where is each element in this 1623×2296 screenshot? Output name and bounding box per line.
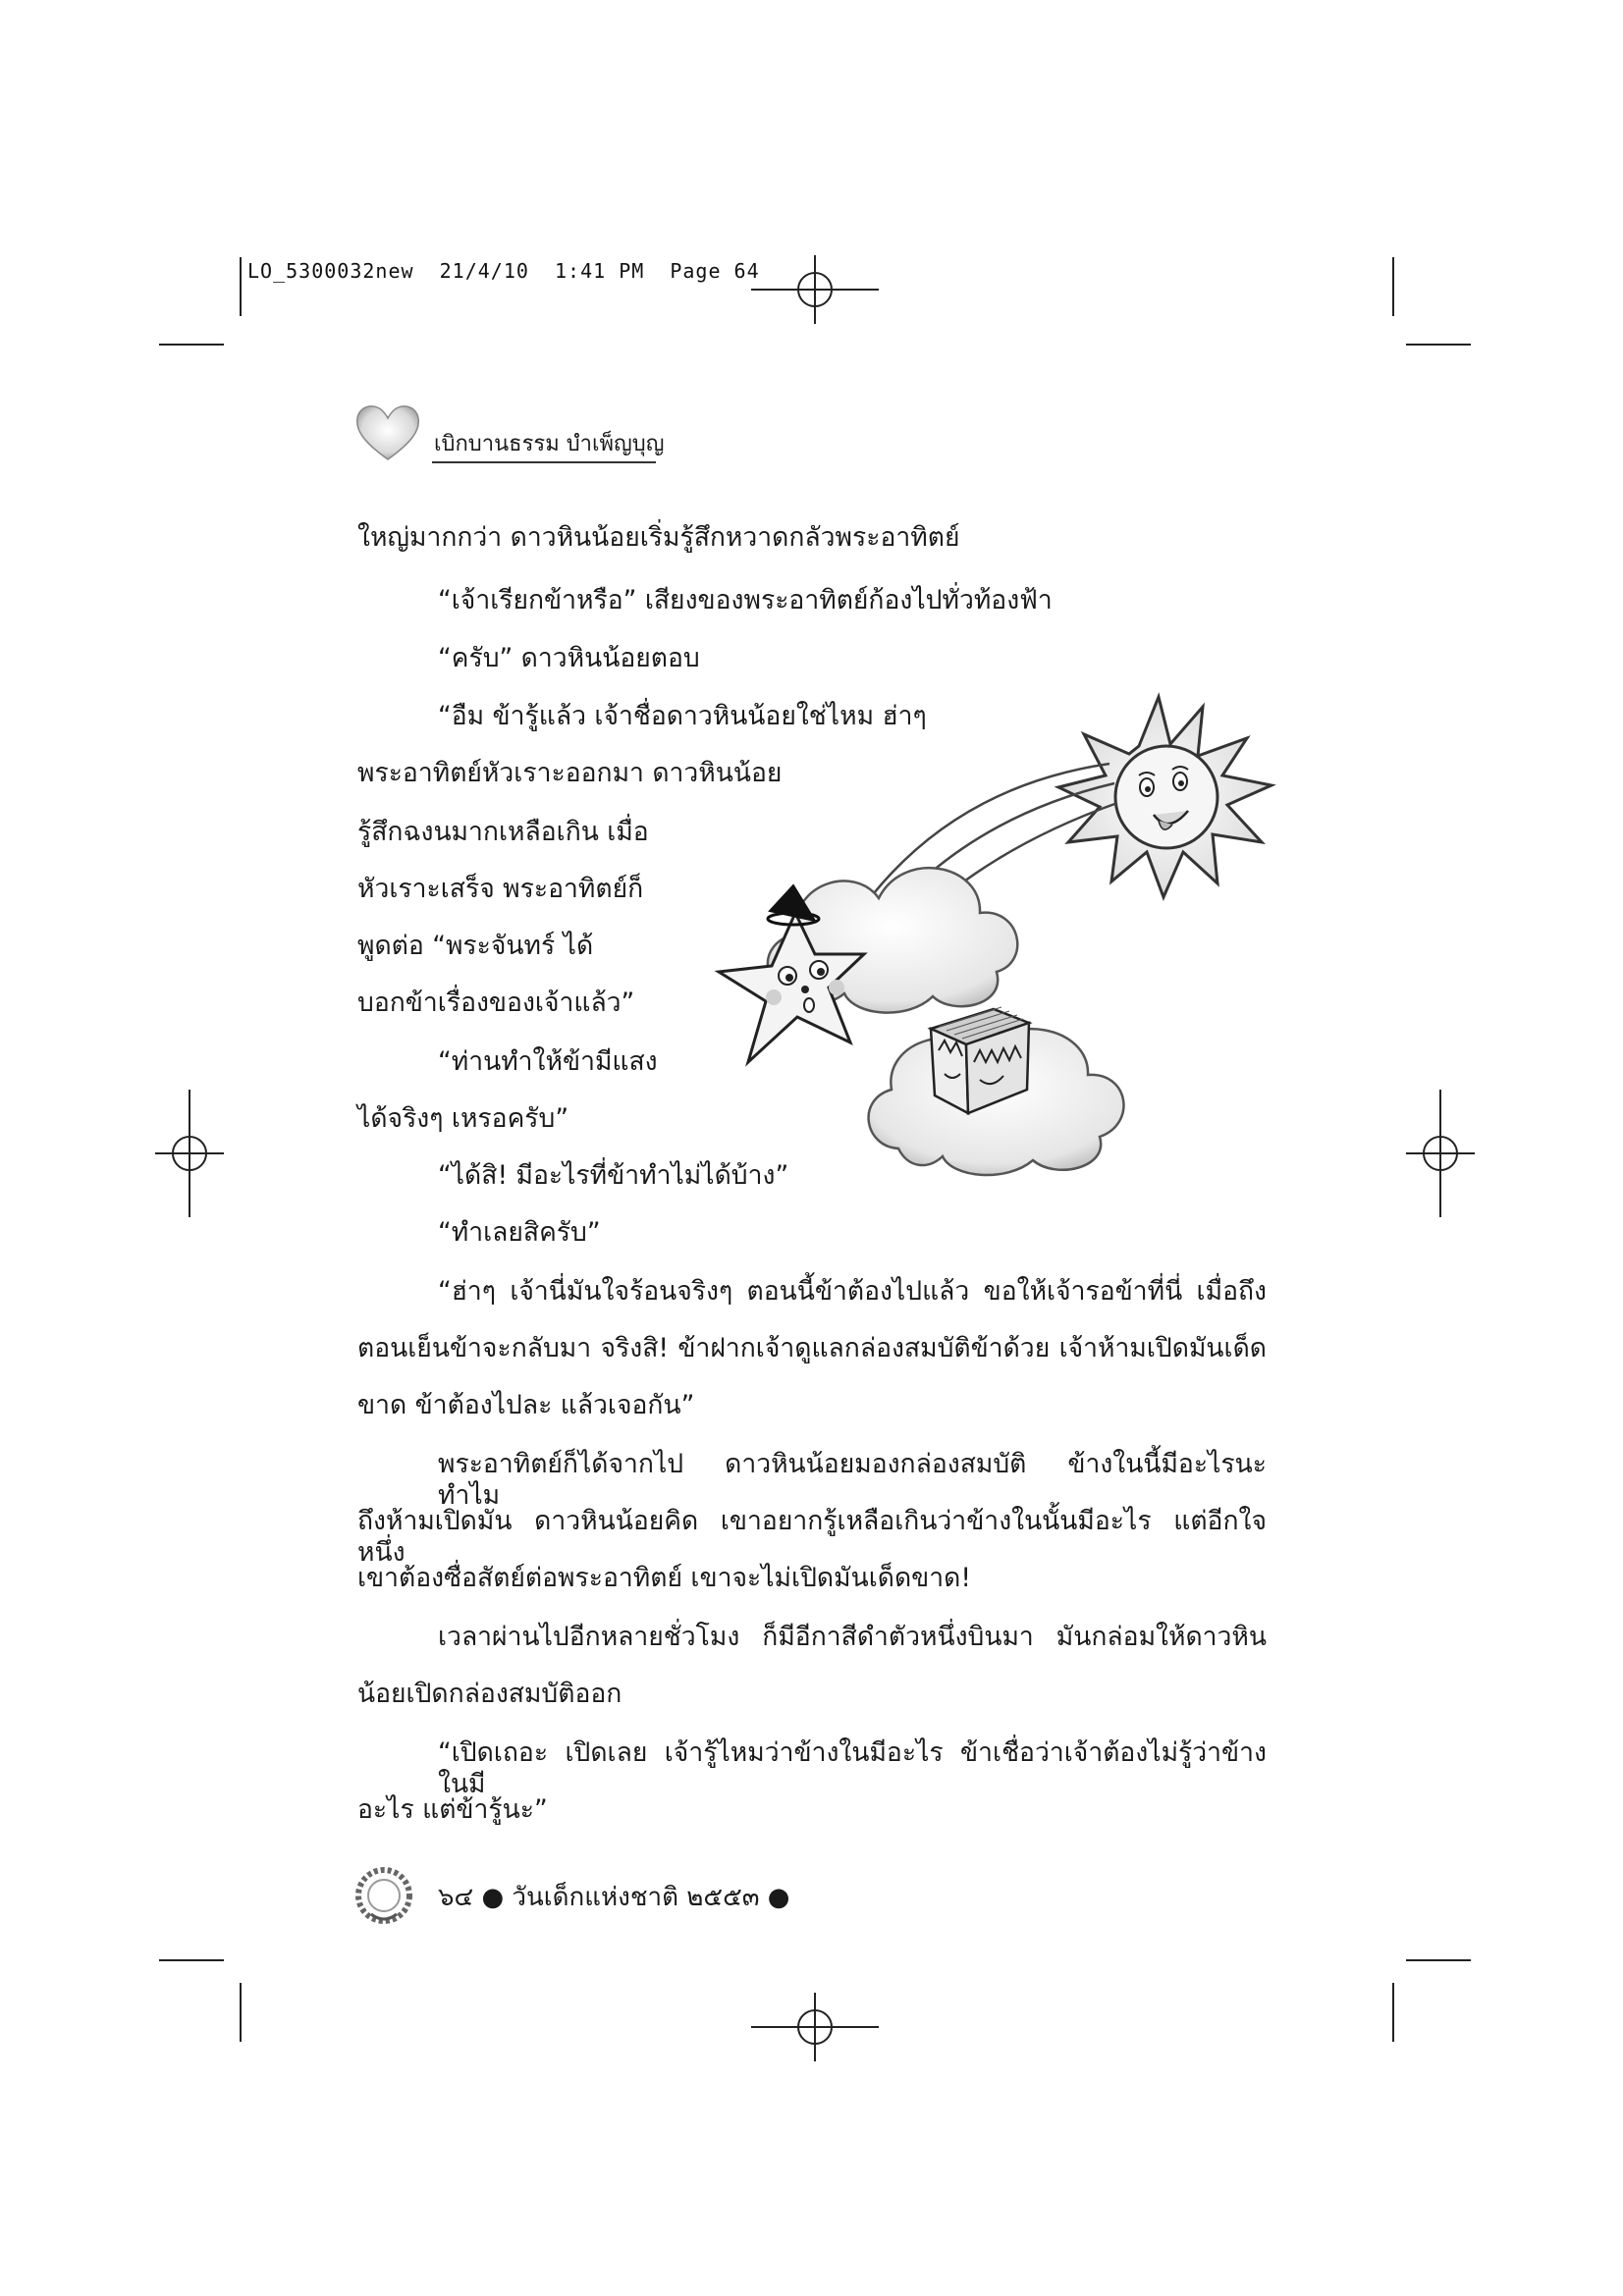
text-line: รู้สึกฉงนมากเหลือเกิน เมื่อ bbox=[357, 817, 649, 847]
heart-icon bbox=[353, 400, 422, 463]
text-line: “ฮ่าๆ เจ้านี่มันใจร้อนจริงๆ ตอนนี้ข้าต้องไปแล้ว ขอให้เจ้ารอข้าที่นี่ เมื่อถึง bbox=[438, 1276, 1267, 1307]
crop-mark-bottom-right-v bbox=[1392, 1983, 1394, 2042]
registration-mark-icon bbox=[155, 1090, 224, 1217]
text-line: “ทำเลยสิครับ” bbox=[438, 1217, 601, 1248]
text-line: ได้จริงๆ เหรอครับ” bbox=[357, 1103, 569, 1134]
text-line: ใหญ่มากกว่า ดาวหินน้อยเริ่มรู้สึกหวาดกลัวพระอาทิตย์ bbox=[357, 522, 960, 553]
wreath-icon bbox=[353, 1865, 414, 1926]
text-line: พระอาทิตย์ก็ได้จากไป ดาวหินน้อยมองกล่องสมบัติ ข้างในนี้มีอะไรนะ ทำไม bbox=[438, 1449, 1267, 1511]
slug-line: LO_5300032new 21/4/10 1:41 PM Page 64 bbox=[247, 259, 760, 283]
crop-mark-top-left-h bbox=[159, 344, 224, 346]
text-line: บอกข้าเรื่องของเจ้าแล้ว” bbox=[357, 988, 635, 1018]
text-line: “เปิดเถอะ เปิดเลย เจ้ารู้ไหมว่าข้างในมีอะไร ข้าเชื่อว่าเจ้าต้องไม่รู้ว่าข้างในมี bbox=[438, 1737, 1267, 1799]
crop-mark-bottom-left-v bbox=[240, 1983, 242, 2042]
page-number: ๖๔ ● วันเด็กแห่งชาติ ๒๕๕๓ ● bbox=[438, 1883, 790, 1912]
text-line: เขาต้องซื่อสัตย์ต่อพระอาทิตย์ เขาจะไม่เปิดมันเด็ดขาด! bbox=[357, 1563, 972, 1593]
crop-mark-bottom-left-h bbox=[159, 1959, 224, 1961]
text-line: “ท่านทำให้ข้ามีแสง bbox=[438, 1046, 658, 1077]
registration-mark-icon bbox=[751, 1993, 879, 2061]
text-line: ตอนเย็นข้าจะกลับมา จริงสิ! ข้าฝากเจ้าดูแลกล่องสมบัติข้าด้วย เจ้าห้ามเปิดมันเด็ด bbox=[357, 1333, 1267, 1363]
text-line: น้อยเปิดกล่องสมบัติออก bbox=[357, 1679, 622, 1709]
crop-mark-top-right-h bbox=[1406, 344, 1471, 346]
text-line: “ได้สิ! มีอะไรที่ข้าทำไม่ได้บ้าง” bbox=[438, 1160, 789, 1191]
header-title: เบิกบานธรรม บำเพ็ญบุญ bbox=[434, 432, 665, 456]
text-line: เวลาผ่านไปอีกหลายชั่วโมง ก็มีอีกาสีดำตัวหนึ่งบินมา มันกล่อมให้ดาวหิน bbox=[438, 1622, 1267, 1652]
crop-mark-top-left-v bbox=[240, 257, 242, 316]
text-line: “อืม ข้ารู้แล้ว เจ้าชื่อดาวหินน้อยใช่ไหม ฮ่าๆ bbox=[438, 701, 927, 731]
text-line: พระอาทิตย์หัวเราะออกมา ดาวหินน้อย bbox=[357, 758, 783, 788]
header-rule bbox=[432, 461, 656, 463]
text-line: หัวเราะเสร็จ พระอาทิตย์ก็ bbox=[357, 874, 644, 904]
registration-mark-icon bbox=[751, 255, 879, 324]
text-line: “เจ้าเรียกข้าหรือ” เสียงของพระอาทิตย์ก้องไปทั่วท้องฟ้า bbox=[438, 585, 1053, 615]
crop-mark-top-right-v bbox=[1392, 257, 1394, 316]
text-line: ถึงห้ามเปิดมัน ดาวหินน้อยคิด เขาอยากรู้เหลือเกินว่าข้างในนั้นมีอะไร แต่อีกใจหนึ่ง bbox=[357, 1506, 1267, 1568]
text-line: ขาด ข้าต้องไปละ แล้วเจอกัน” bbox=[357, 1390, 695, 1420]
sun-illustration bbox=[1058, 697, 1271, 897]
story-illustration bbox=[668, 677, 1296, 1188]
crop-mark-bottom-right-h bbox=[1406, 1959, 1471, 1961]
text-line: อะไร แต่ข้ารู้นะ” bbox=[357, 1794, 548, 1825]
text-line: พูดต่อ “พระจันทร์ ได้ bbox=[357, 931, 594, 961]
registration-mark-icon bbox=[1406, 1090, 1475, 1217]
text-line: “ครับ” ดาวหินน้อยตอบ bbox=[438, 643, 700, 673]
